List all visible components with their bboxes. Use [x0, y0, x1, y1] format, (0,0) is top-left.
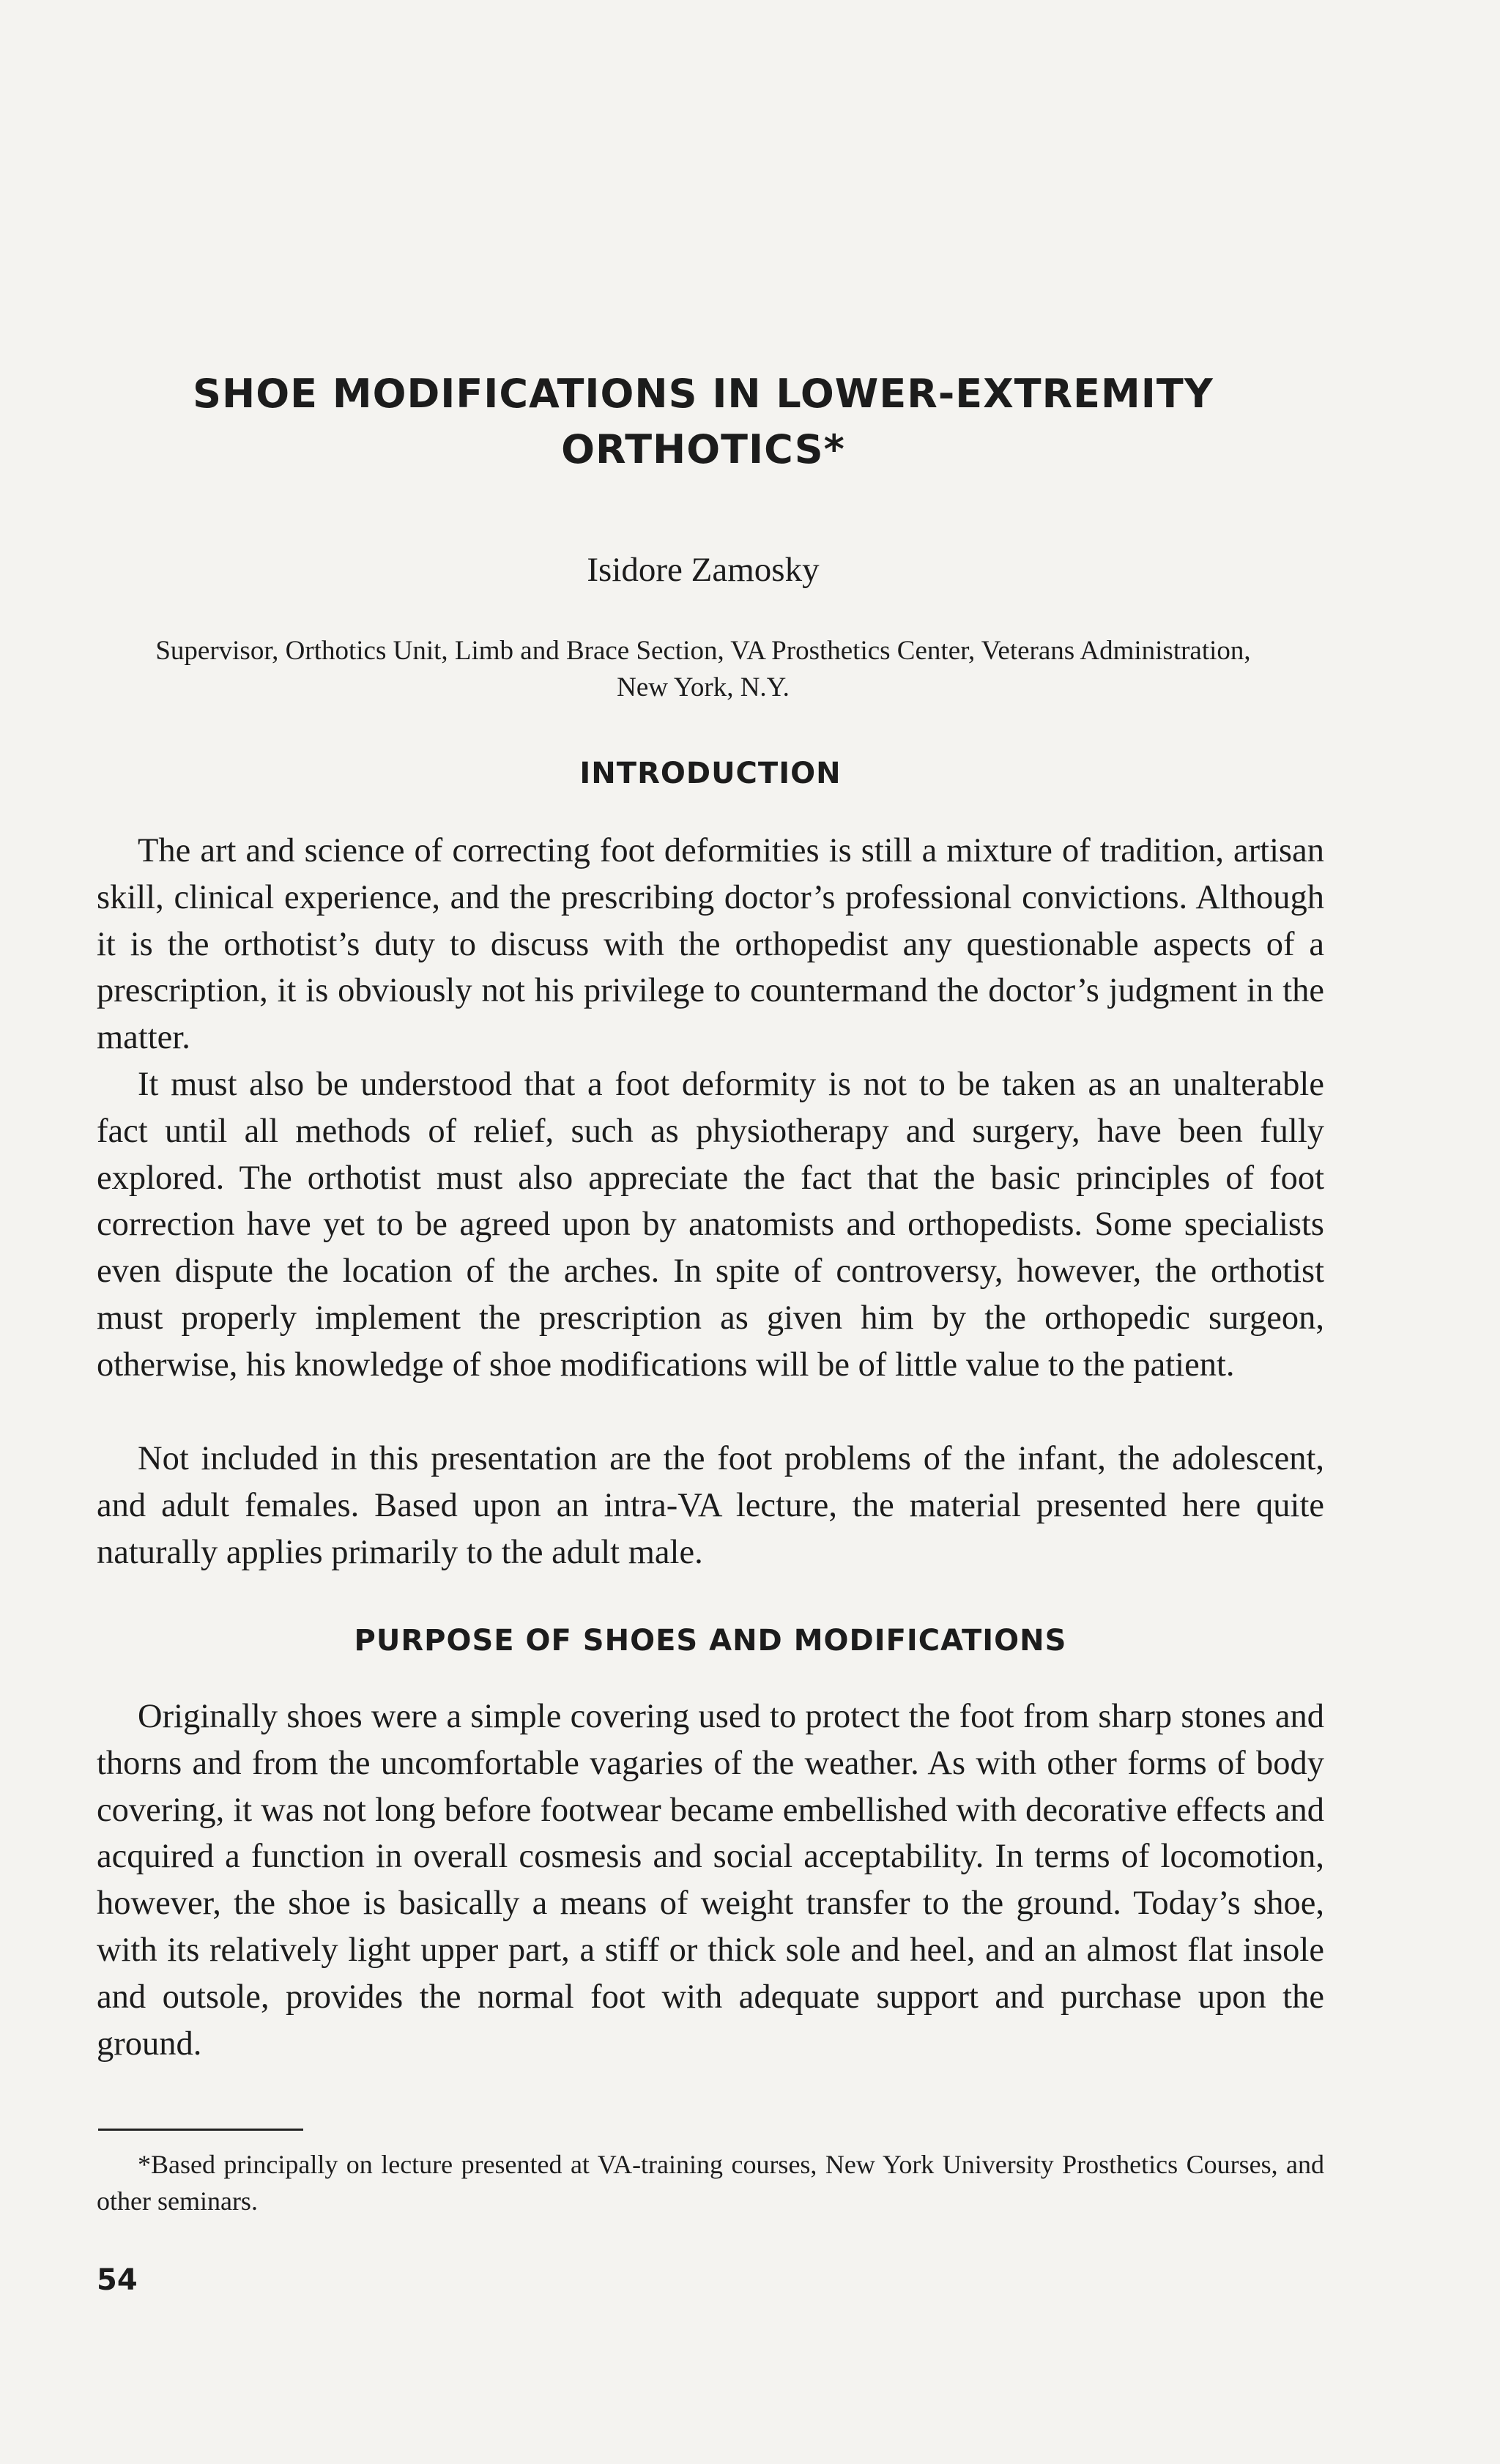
- author-name: Isidore Zamosky: [587, 551, 820, 589]
- paragraph: It must also be understood that a foot deformity is not to be taken as an unalterable fact until all methods of relief, such as physiotherapy and surgery, have been fully explored. The orthotist must also appreciate the fact that the basic principles of foot correction have yet to be agreed upon by anatomists and orthopedists. Some specialists even dispute the location of the arches. In spite of controversy, however, the orthotist must properly implement the prescription as given him by the orthopedic surgeon, otherwise, his knowledge of shoe modifications will be of little value to the patient.: [97, 1066, 1324, 1384]
- footnote-divider: [98, 2129, 303, 2131]
- section-heading-purpose: PURPOSE OF SHOES AND MODIFICATIONS: [354, 1624, 1067, 1658]
- page-number: 54: [97, 2263, 138, 2297]
- section-heading-introduction: INTRODUCTION: [579, 757, 842, 790]
- paragraph: The art and science of correcting foot deformities is still a mixture of tradition, artisan skill, clinical experience, and the prescribing doctor’s professional convictions. Although it is the orthotist’s duty to discuss with the orthopedist any questionable aspects of a prescription, it is obviously not his privilege to countermand the doctor’s judgment in the matter.: [97, 832, 1324, 1057]
- paragraph: Originally shoes were a simple covering used to protect the foot from sharp stones and thorns and from the uncomfortable vagaries of the weather. As with other forms of body covering, it was not long before footwear became embellished with decorative effects and acquired a function in overall cosmesis and social acceptability. In terms of locomotion, however, the shoe is basically a means of weight transfer to the ground. Today’s shoe, with its relatively light upper part, a stiff or thick sole and heel, and an almost flat insole and outsole, provides the normal foot with adequate support and purchase upon the ground.: [97, 1698, 1324, 2063]
- author-affiliation: Supervisor, Orthotics Unit, Limb and Brace Section, VA Prosthetics Center, Veterans Administration, New York, N.Y.: [155, 636, 1251, 702]
- footnote: *Based principally on lecture presented at VA-training courses, New York University Prosthetics Courses, and other seminars.: [97, 2150, 1324, 2216]
- article-title: SHOE MODIFICATIONS IN LOWER-EXTREMITY ORTHOTICS*: [193, 371, 1214, 472]
- paragraph: Not included in this presentation are the foot problems of the infant, the adolescent, and adult females. Based upon an intra-VA lecture, the material presented here quite naturally applies primarily to the adult male.: [97, 1440, 1324, 1571]
